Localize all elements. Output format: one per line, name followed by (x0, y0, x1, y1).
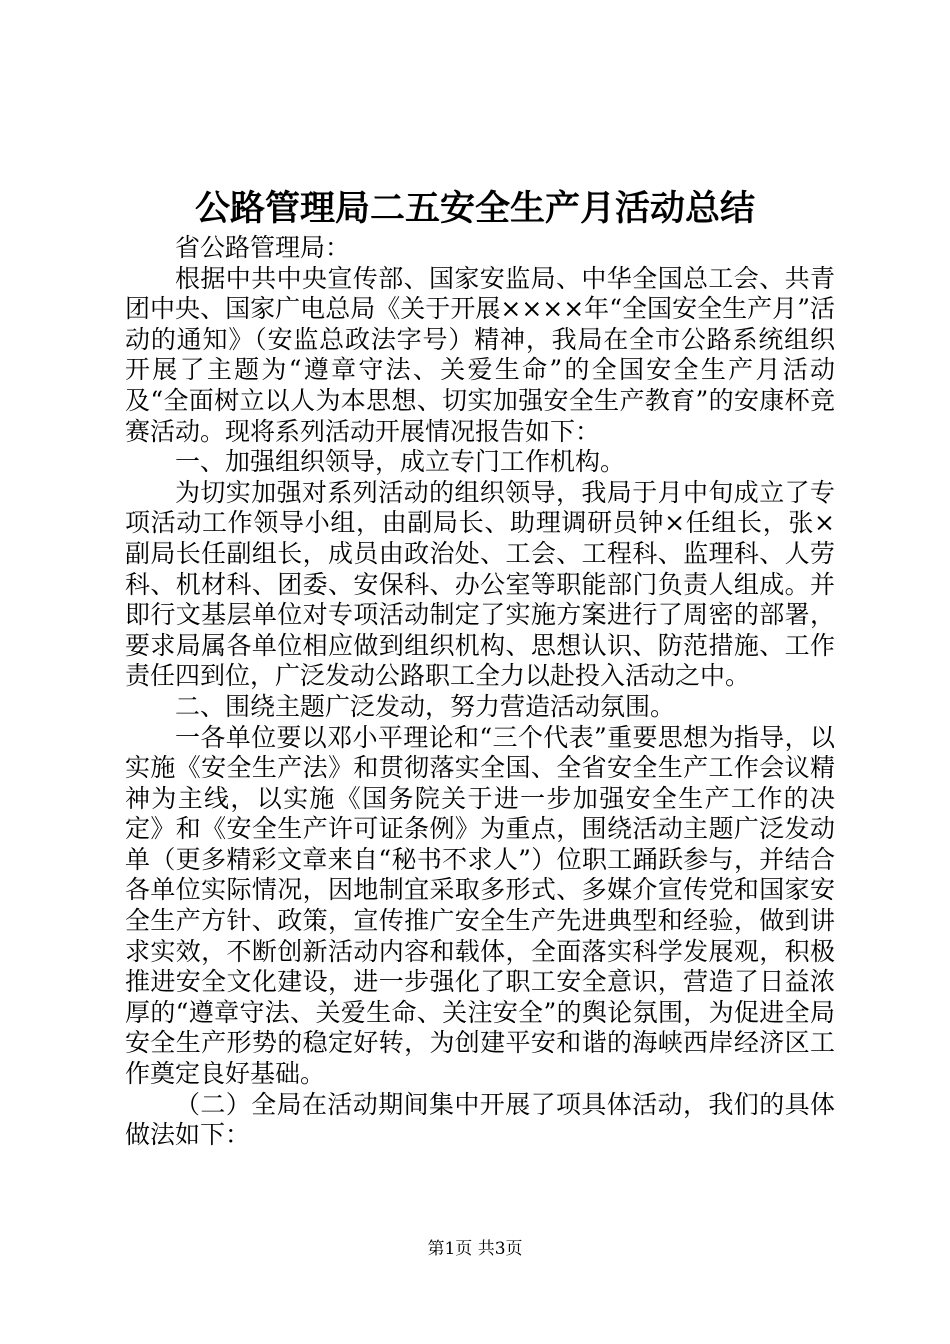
paragraph-intro: 根据中共中央宣传部、国家安监局、中华全国总工会、共青团中央、国家广电总局《关于开展××××年“全国安全生产月”活动的通知》（安监总政法字号）精神，我局在全市公路系统组织开展了主题为“遵章守法、关爱生命”的全国安全生产月活动及“全面树立以人为本思想、切实加强安全生产教育”的安康杯竞赛活动。现将系列活动开展情况报告如下： (125, 263, 835, 446)
document-body (125, 233, 835, 1151)
paragraph-organization: 为切实加强对系列活动的组织领导，我局于月中旬成立了专项活动工作领导小组，由副局长、助理调研员钟×任组长，张×副局长任副组长，成员由政治处、工会、工程科、监理科、人劳科、机材科、团委、安保科、办公室等职能部门负责人组成。并即行文基层单位对专项活动制定了实施方案进行了周密的部署，要求局属各单位相应做到组织机构、思想认识、防范措施、工作责任四到位，广泛发动公路职工全力以赴投入活动之中。 (125, 477, 835, 691)
page-footer: 第1页 共3页 (427, 1239, 523, 1259)
salutation: 省公路管理局： (175, 233, 351, 262)
paragraph-publicity: 一各单位要以邓小平理论和“三个代表”重要思想为指导，以实施《安全生产法》和贯彻落实全国、全省安全生产工作会议精神为主线，以实施《国务院关于进一步加强安全生产工作的决定》和《安全生产许可证条例》为重点，围绕活动主题广泛发动单（更多精彩文章来自“秘书不求人”）位职工踊跃参与，并结合各单位实际情况，因地制宜采取多形式、多媒介宣传党和国家安全生产方针、政策，宣传推广安全生产先进典型和经验，做到讲求实效，不断创新活动内容和载体，全面落实科学发展观，积极推进安全文化建设，进一步强化了职工安全意识，营造了日益浓厚的“遵章守法、关爱生命、关注安全”的舆论氛围，为促进全局安全生产形势的稳定好转，为创建平安和谐的海峡西岸经济区工作奠定良好基础。 (125, 722, 835, 1089)
paragraph-activities: （二）全局在活动期间集中开展了项具体活动，我们的具体做法如下： (125, 1089, 835, 1150)
section-heading-1: 一、加强组织领导，成立专门工作机构。 (175, 447, 626, 477)
section-heading-2: 二、围绕主题广泛发动，努力营造活动氛围。 (175, 691, 676, 721)
document-title: 公路管理局二五安全生产月活动总结 (194, 188, 755, 229)
